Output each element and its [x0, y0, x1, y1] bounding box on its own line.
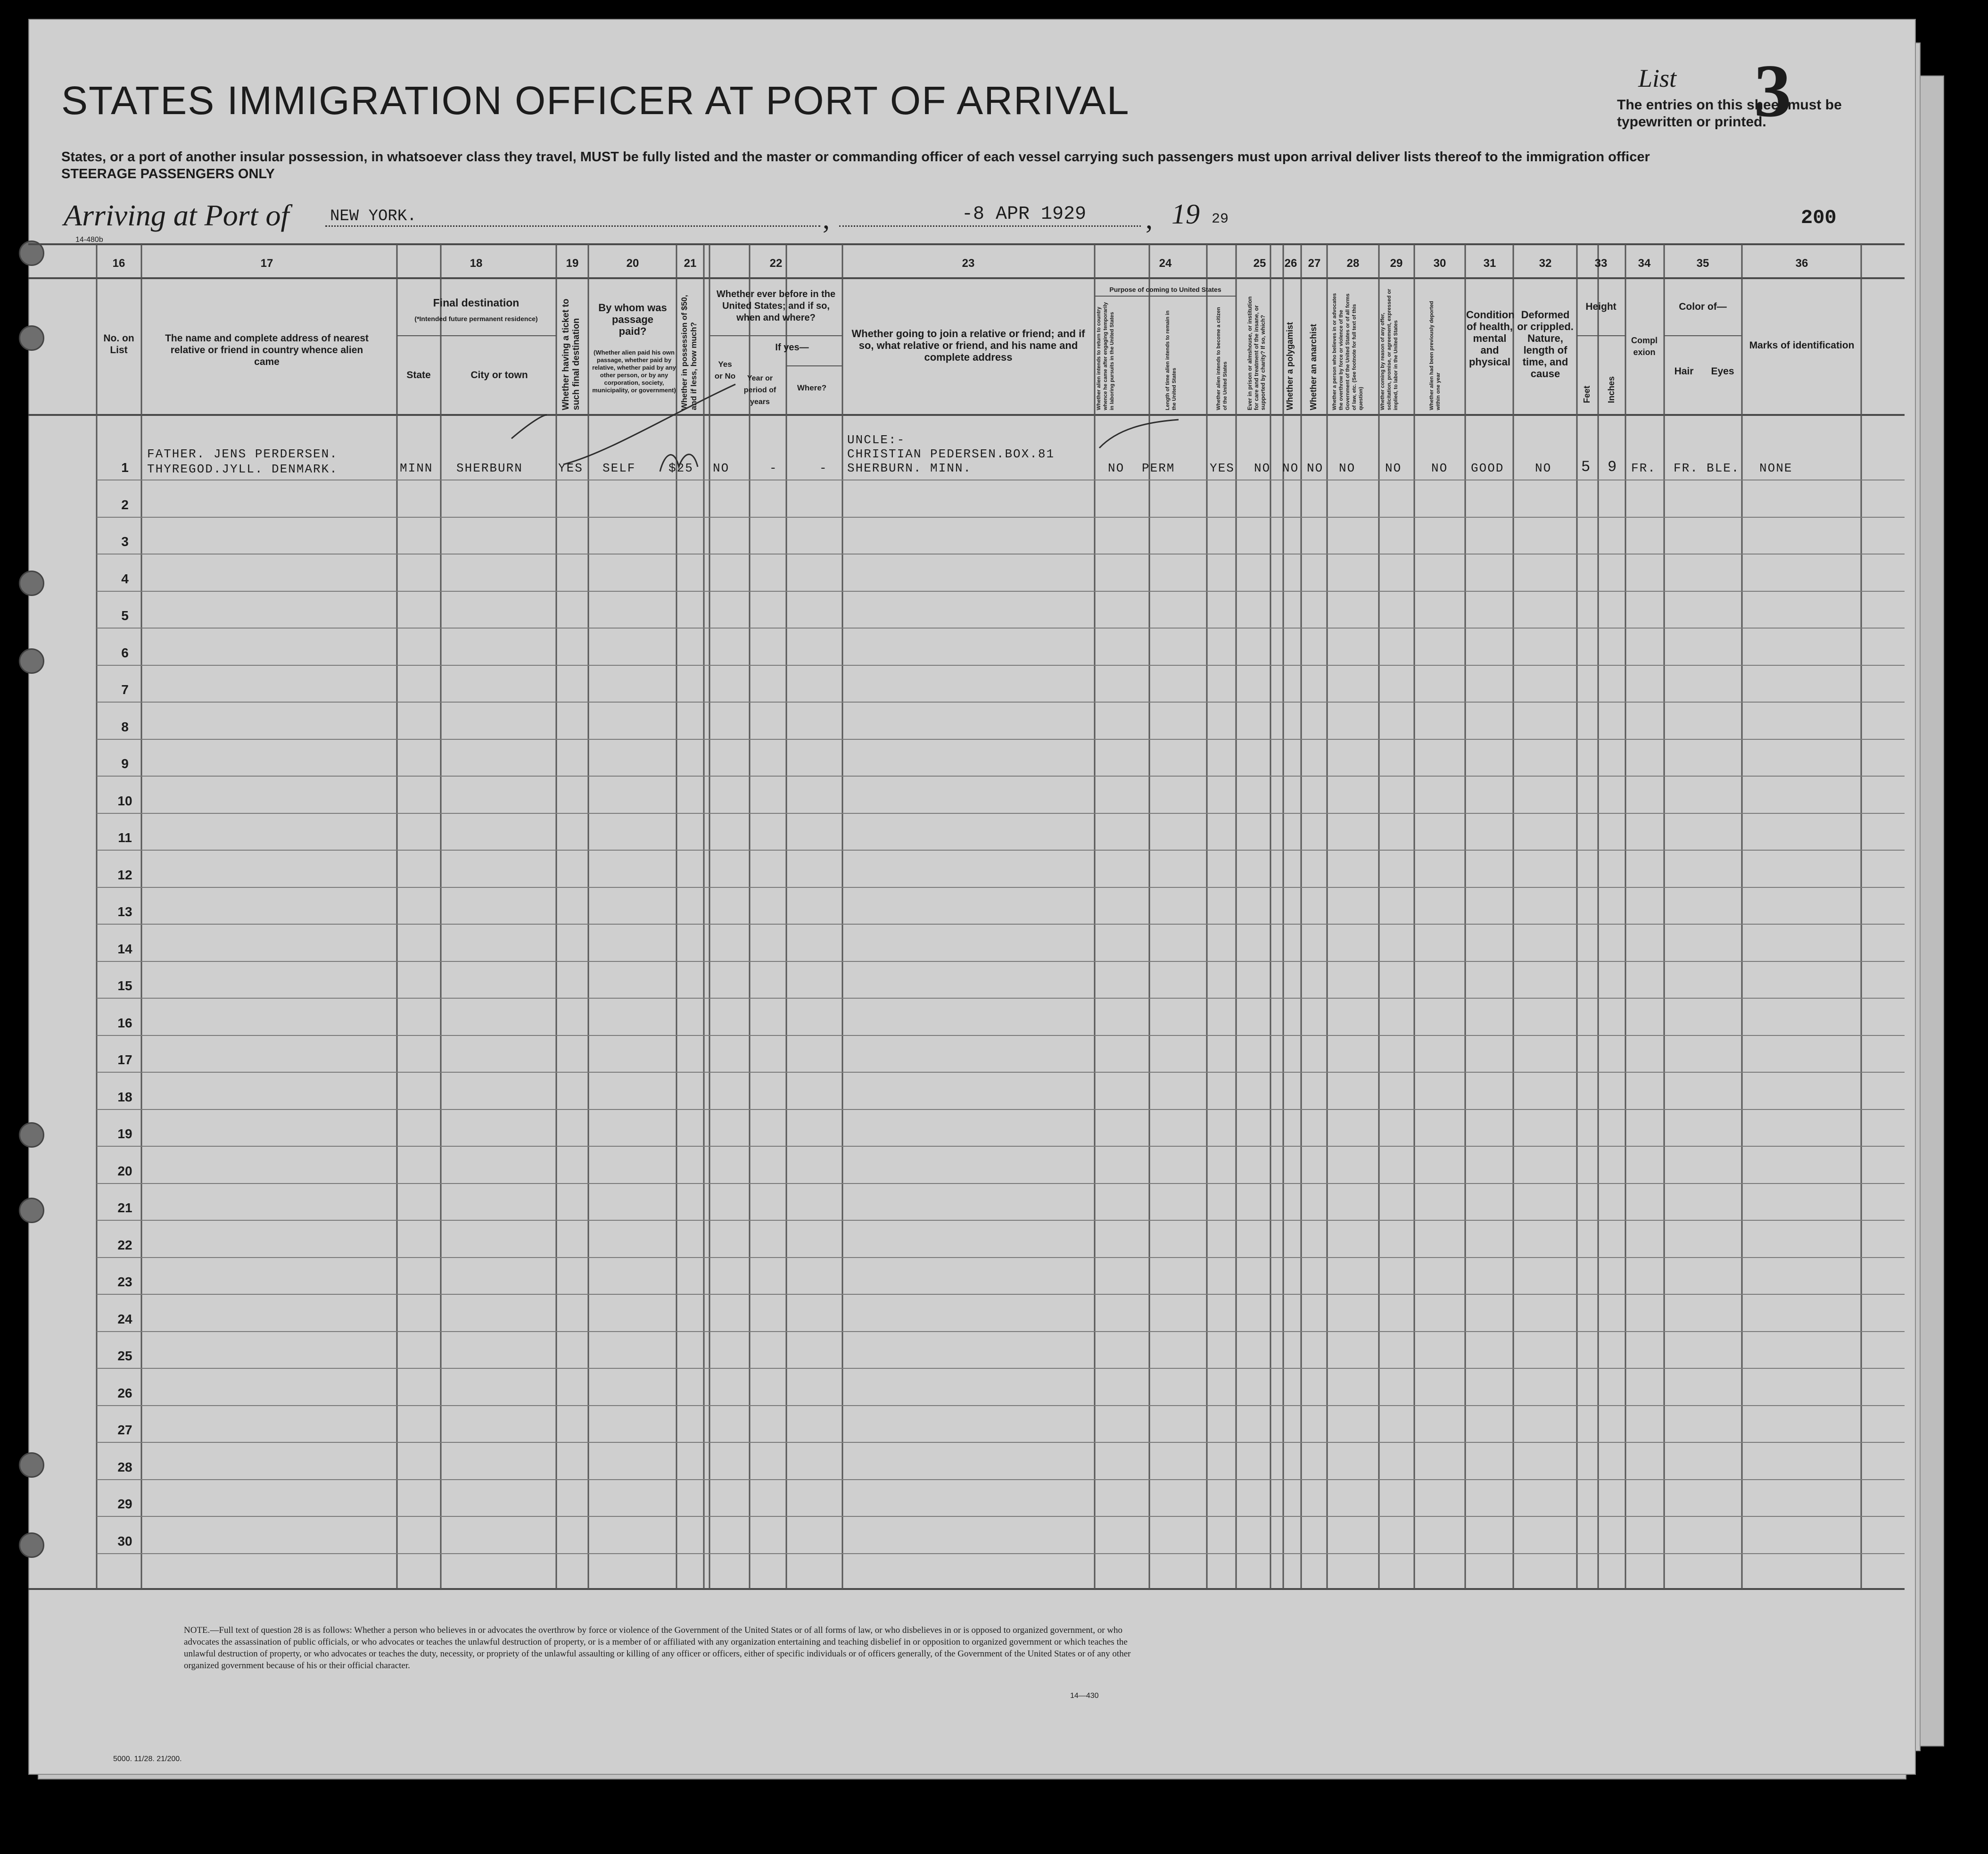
row-number: 14 — [117, 942, 132, 956]
header-state: State — [406, 370, 431, 381]
list-label: List — [1638, 64, 1677, 92]
row-number: 20 — [117, 1164, 132, 1178]
arriving-label: Arriving at Port of — [64, 199, 289, 232]
row-number: 21 — [117, 1200, 132, 1215]
header-intends-return: Whether alien intends to return to country whence he came after engaging temporarily in laboring pursuits in the United States — [1096, 302, 1115, 410]
footnote-code: 14—430 — [1070, 1692, 1099, 1700]
column-number: 26 — [1284, 257, 1297, 270]
join-line-3: SHERBURN. MINN. — [847, 461, 972, 475]
header-color-of: Color of— — [1679, 301, 1727, 312]
column-number: 20 — [626, 257, 639, 270]
row-number: 5 — [121, 608, 129, 623]
anarchist-value: NO — [1307, 461, 1324, 475]
overthrow-value: NO — [1339, 461, 1356, 475]
header-height: Height — [1585, 301, 1617, 312]
row-number: 24 — [117, 1312, 132, 1326]
column-number: 18 — [470, 257, 483, 270]
row-number: 8 — [121, 720, 129, 734]
row-number: 18 — [117, 1090, 132, 1104]
header-polygamist: Whether a polygamist — [1285, 322, 1295, 410]
citizen-value: YES — [1210, 461, 1235, 475]
header-purpose: Purpose of coming to United States — [1109, 286, 1221, 293]
row-number: 27 — [117, 1423, 132, 1437]
polygamist-value: NO — [1282, 461, 1299, 475]
years-value: - — [769, 461, 778, 475]
form-code-small: 14-480b — [75, 236, 103, 244]
comma: , — [1146, 203, 1153, 234]
print-code: 5000. 11/28. 21/200. — [113, 1755, 182, 1763]
header-city-or-town: City or town — [470, 370, 528, 381]
year-prefix: 19 — [1171, 199, 1200, 230]
prison-value: NO — [1254, 461, 1271, 475]
column-number: 35 — [1696, 257, 1709, 270]
column-number: 27 — [1308, 257, 1321, 270]
header-passage-note: (Whether alien paid his own passage, whether paid by relative, whether paid by any other person, or by any corporation, society, municipality, or government) — [592, 349, 676, 394]
header-ticket: Whether having a ticket to such final destination — [561, 298, 581, 410]
header-going-to-join: Whether going to join a relative or friend; and if so, what relative or friend, and his name and complete address — [851, 328, 1085, 363]
where-value: - — [819, 461, 828, 475]
row-number: 26 — [117, 1386, 132, 1400]
header-relative-address: The name and complete address of nearest relative or friend in country whence alien came — [165, 333, 369, 367]
header-deported: Whether alien had been previously deported within one year — [1429, 301, 1441, 410]
deformed-value: NO — [1535, 461, 1552, 475]
row-number: 23 — [117, 1275, 132, 1289]
header-hair: Hair — [1674, 366, 1694, 377]
comma: , — [823, 203, 830, 234]
row-number: 17 — [117, 1052, 132, 1067]
row-number: 15 — [117, 978, 132, 993]
labor-value: NO — [1385, 461, 1402, 475]
state-value: MINN — [400, 461, 433, 475]
header-length-of-stay: Length of time alien intends to remain in the United States — [1165, 310, 1177, 410]
header-inches: Inches — [1607, 376, 1616, 403]
column-number: 25 — [1253, 257, 1266, 270]
row-number: 29 — [117, 1497, 132, 1511]
header-anarchist: Whether an anarchist — [1309, 323, 1318, 410]
list-number: 3 — [1754, 49, 1791, 132]
column-number: 28 — [1346, 257, 1360, 270]
complexion-value: FR. — [1631, 461, 1656, 475]
join-line-1: UNCLE:- — [847, 433, 906, 447]
header-health: Condition of health, mental and physical — [1466, 309, 1515, 368]
row-number: 4 — [121, 571, 129, 586]
header-final-destination: Final destination — [433, 297, 520, 309]
column-number: 16 — [112, 257, 125, 270]
length-value: PERM — [1142, 461, 1175, 475]
before-us-value: NO — [713, 461, 730, 475]
column-number: 23 — [962, 257, 975, 270]
column-number: 19 — [566, 257, 579, 270]
column-number: 24 — [1159, 257, 1172, 270]
row-number: 16 — [117, 1016, 132, 1030]
date-stamp: -8 APR 1929 — [962, 204, 1087, 225]
row-number: 22 — [117, 1238, 132, 1252]
page-reference: 200 — [1801, 207, 1837, 229]
column-number: 30 — [1433, 257, 1446, 270]
money-value: $25 — [668, 461, 693, 475]
header-no-on-list: No. on List — [103, 333, 134, 356]
header-marks: Marks of identification — [1749, 340, 1855, 351]
header-eyes: Eyes — [1711, 366, 1734, 377]
eyes-value: BLE. — [1707, 461, 1740, 475]
health-value: GOOD — [1471, 461, 1504, 475]
column-number: 29 — [1390, 257, 1403, 270]
row-number: 3 — [121, 534, 129, 549]
class-line: STEERAGE PASSENGERS ONLY — [61, 166, 275, 182]
row-number: 25 — [117, 1349, 132, 1363]
header-deformed: Deformed or crippled. Nature, length of time, and cause — [1517, 309, 1574, 380]
row-number: 28 — [117, 1460, 132, 1474]
ticket-value: YES — [558, 461, 583, 475]
header-feet: Feet — [1582, 385, 1592, 403]
header-become-citizen: Whether alien intends to become a citizen of the United States — [1216, 307, 1228, 410]
column-number: 32 — [1539, 257, 1552, 270]
row-number: 13 — [117, 904, 132, 919]
row-number: 11 — [118, 830, 132, 845]
row-number: 19 — [117, 1126, 132, 1141]
header-if-yes: If yes— — [775, 342, 809, 353]
join-line-2: CHRISTIAN PEDERSEN.BOX.81 — [847, 447, 1055, 461]
marks-value: NONE — [1759, 461, 1793, 475]
typewritten-note: The entries on this sheet must be typewritten or printed. — [1617, 97, 1842, 130]
header-labor-offer: Whether coming by reason of any offer, solicitation, promise, or agreement, expressed or implied, to labor in the United States — [1380, 289, 1399, 410]
column-number: 22 — [769, 257, 783, 270]
header-overthrow: Whether a person who believes in or advocates the overthrow by force or violence of the Government of the United States or of all forms of law, etc. (See footnote for full text of this question) — [1332, 293, 1364, 410]
column-number: 31 — [1483, 257, 1496, 270]
relative-line-2: THYREGOD.JYLL. DENMARK. — [147, 462, 338, 476]
column-number: 33 — [1594, 257, 1608, 270]
column-number: 21 — [684, 257, 697, 270]
row-number: 10 — [117, 794, 132, 808]
column-number: 17 — [260, 257, 273, 270]
city-value: SHERBURN — [456, 461, 523, 475]
header-yes-or-no: Yes or No — [714, 360, 736, 381]
inches-value: 9 — [1608, 458, 1618, 476]
hair-value: FR. — [1674, 461, 1699, 475]
row-number: 1 — [121, 460, 129, 475]
footnote: NOTE.—Full text of question 28 is as follows: Whether a person who believes in or advocates the overthrow by force or violence of the Government of the United States or of all forms of law, or who disbelieves in or is opposed to organized government, or who advocates the assassination of public officials, or who advocates or teaches the unlawful destruction of property, or is a member of or affiliated with any organization entertaining and teaching disbelief in or opposition to organized government or which teaches the unlawful destruction of property, or who advocates or teaches the duty, necessity, or propriety of the unlawful assaulting or killing of any officer or officers, either of specific individuals or of officers generally, of the Government of the United States or of any other organized government because of his or their official character. — [184, 1625, 1131, 1671]
header-final-destination-note: (*Intended future permanent residence) — [414, 315, 538, 323]
row-number: 12 — [117, 868, 132, 882]
port-value: NEW YORK. — [330, 207, 417, 225]
paid-by-value: SELF — [602, 461, 636, 475]
return-value: NO — [1108, 461, 1125, 475]
row-number: 7 — [121, 682, 129, 697]
row-number: 30 — [117, 1534, 132, 1548]
feet-value: 5 — [1581, 458, 1592, 476]
relative-line-1: FATHER. JENS PERDERSEN. — [147, 447, 338, 461]
header-year-or-period: Year or period of years — [743, 374, 776, 406]
header-before-in-us: Whether ever before in the United States; and if so, when and where? — [716, 289, 836, 323]
row-number: 2 — [121, 497, 129, 512]
deported-value: NO — [1431, 461, 1448, 475]
intro-line: States, or a port of another insular possession, in whatsoever class they travel, MUST be fully listed and the master or commanding officer of each vessel carrying such passengers must upon arrival deliver lists thereof to the immigration officer — [61, 149, 1650, 165]
column-number: 36 — [1795, 257, 1808, 270]
header-complexion: Complexion — [1631, 336, 1658, 357]
header-fifty-dollars: Whether in possession of $50, and if less, how much? — [680, 295, 698, 410]
column-number: 34 — [1638, 257, 1651, 270]
row-number: 6 — [121, 646, 129, 660]
header-prison: Ever in prison or almshouse, or institution for care and treatment of the insane, or supported by charity? If so, which? — [1246, 296, 1266, 410]
page-title: STATES IMMIGRATION OFFICER AT PORT OF ARRIVAL — [61, 78, 1130, 123]
header-where: Where? — [797, 383, 827, 392]
header-passage-paid: By whom was passage paid? — [598, 302, 667, 337]
year-suffix: 29 — [1212, 211, 1229, 227]
row-number: 9 — [121, 756, 129, 771]
